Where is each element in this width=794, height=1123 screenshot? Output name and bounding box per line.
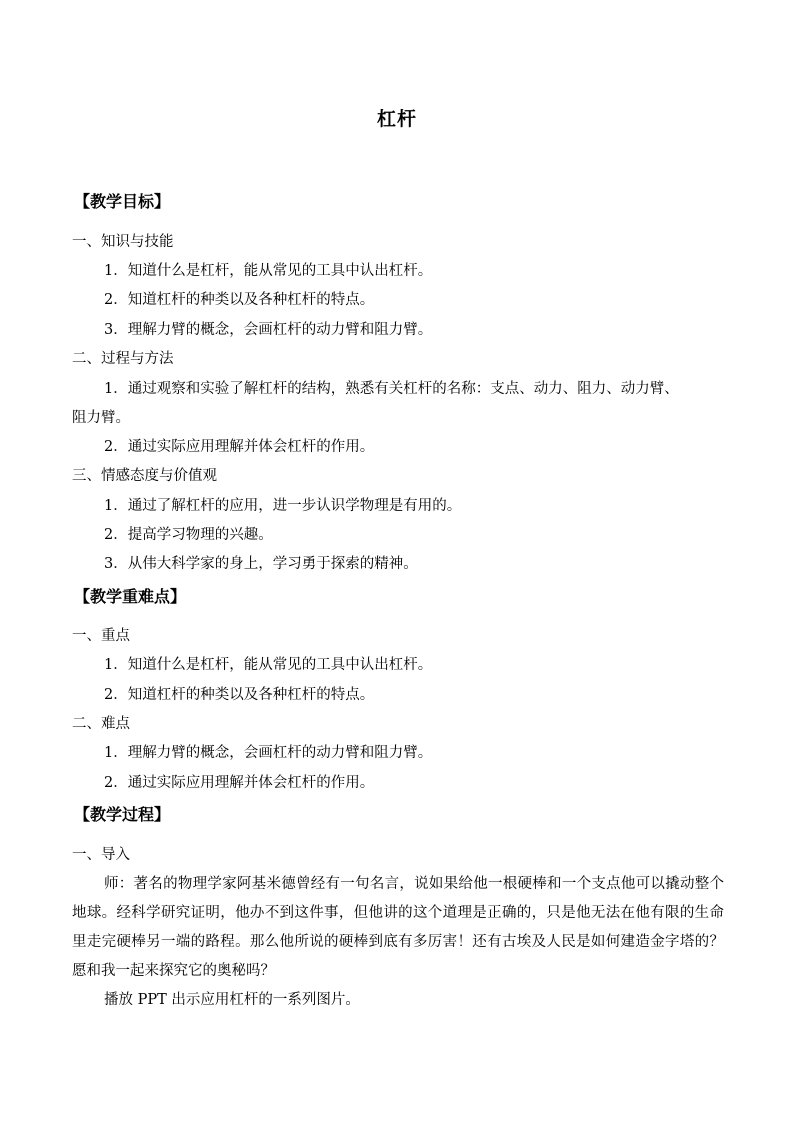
list-item: 3．从伟大科学家的身上，学习勇于探索的精神。	[104, 556, 418, 572]
list-item: 1．理解力臂的概念，会画杠杆的动力臂和阻力臂。	[104, 745, 433, 761]
section-heading-process: 【教学过程】	[74, 805, 171, 824]
subsection-title: 一、导入	[72, 847, 130, 863]
section-heading-keypoints: 【教学重难点】	[74, 587, 187, 606]
list-item: 2．知道杠杆的种类以及各种杠杆的特点。	[104, 292, 375, 308]
list-item: 3．理解力臂的概念，会画杠杆的动力臂和阻力臂。	[104, 322, 433, 338]
list-item: 1．通过了解杠杆的应用，进一步认识学物理是有用的。	[104, 498, 462, 514]
subsection-title: 三、情感态度与价值观	[72, 468, 217, 484]
body-paragraph: 播放 PPT 出示应用杠杆的一系列图片。	[104, 992, 360, 1008]
subsection-title: 一、重点	[72, 628, 130, 644]
list-item: 2．通过实际应用理解并体会杠杆的作用。	[104, 439, 375, 455]
list-item: 2．通过实际应用理解并体会杠杆的作用。	[104, 775, 375, 791]
list-item: 2．提高学习物理的兴趣。	[104, 527, 273, 543]
list-item: 1．知道什么是杠杆，能从常见的工具中认出杠杆。	[104, 657, 433, 673]
list-item: 1．通过观察和实验了解杠杆的结构，熟悉有关杠杆的名称：支点、动力、阻力、动力臂、	[104, 381, 679, 397]
document-title: 杠杆	[376, 108, 417, 130]
list-item-continuation: 阻力臂。	[72, 410, 130, 426]
subsection-title: 二、过程与方法	[72, 351, 174, 367]
body-paragraph: 师：著名的物理学家阿基米德曾经有一句名言，说如果给他一根硬棒和一个支点他可以撬动整个地球。经科学研究证明，他办不到这件事，但他讲的这个道理是正确的，只是他无法在他有限的生命里走完硬棒另一端的路程。那么他所说的硬棒到底有多厉害！还有古埃及人民是如何建造金字塔的？愿和我一起来探究它的奥秘吗？	[72, 876, 724, 979]
subsection-title: 二、难点	[72, 716, 130, 732]
section-heading-objectives: 【教学目标】	[74, 192, 171, 211]
subsection-title: 一、知识与技能	[72, 234, 174, 250]
list-item: 1．知道什么是杠杆，能从常见的工具中认出杠杆。	[104, 263, 433, 279]
list-item: 2．知道杠杆的种类以及各种杠杆的特点。	[104, 687, 375, 703]
